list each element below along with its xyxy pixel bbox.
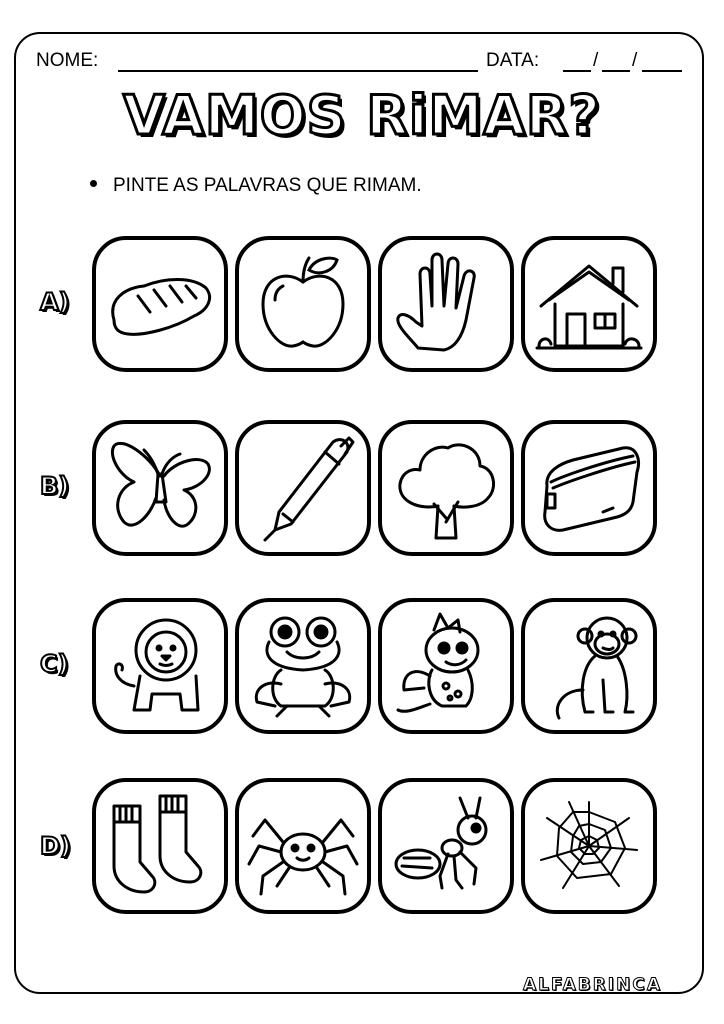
bread-icon <box>104 248 216 360</box>
row-label-b: B) <box>40 472 70 500</box>
instruction <box>90 175 422 197</box>
picture-tile[interactable] <box>521 420 657 556</box>
tree-icon <box>390 432 502 544</box>
picture-tile[interactable] <box>521 778 657 914</box>
picture-tile[interactable] <box>235 598 371 734</box>
picture-tile[interactable] <box>92 778 228 914</box>
picture-tile[interactable] <box>235 420 371 556</box>
row-label-a: A) <box>40 288 70 316</box>
date-label: DATA: <box>486 50 540 71</box>
socks-icon <box>104 790 216 902</box>
bullet-icon <box>90 180 97 187</box>
brand-logo: ALFABRINCA <box>522 975 662 995</box>
picture-tile[interactable] <box>521 598 657 734</box>
picture-tile[interactable] <box>235 236 371 372</box>
dragon-icon <box>390 610 502 722</box>
frog-icon <box>247 610 359 722</box>
hand-icon <box>390 248 502 360</box>
date-month-line[interactable] <box>602 70 630 72</box>
pencil-case-icon <box>533 432 645 544</box>
row-label-d: D) <box>40 832 71 860</box>
picture-tile[interactable] <box>92 420 228 556</box>
picture-tile[interactable] <box>378 778 514 914</box>
spiderweb-icon <box>533 790 645 902</box>
picture-tile[interactable] <box>378 420 514 556</box>
name-field-line[interactable] <box>118 70 478 72</box>
picture-tile[interactable] <box>378 598 514 734</box>
name-label: NOME: <box>36 50 99 71</box>
picture-tile[interactable] <box>92 236 228 372</box>
date-day-line[interactable] <box>563 70 591 72</box>
butterfly-icon <box>104 432 216 544</box>
pen-icon <box>247 432 359 544</box>
date-separator: / <box>593 50 599 71</box>
picture-tile[interactable] <box>92 598 228 734</box>
house-icon <box>533 248 645 360</box>
lion-icon <box>104 610 216 722</box>
date-year-line[interactable] <box>642 70 682 72</box>
apple-icon <box>247 248 359 360</box>
picture-tile[interactable] <box>378 236 514 372</box>
header <box>36 50 686 80</box>
date-separator: / <box>632 50 638 71</box>
ant-icon <box>390 790 502 902</box>
monkey-icon <box>533 610 645 722</box>
spider-icon <box>247 790 359 902</box>
picture-tile[interactable] <box>521 236 657 372</box>
picture-tile[interactable] <box>235 778 371 914</box>
row-label-c: C) <box>40 650 69 678</box>
instruction-text: PINTE AS PALAVRAS QUE RIMAM. <box>113 175 422 196</box>
page-title: VAMOS RiMAR? <box>123 84 601 147</box>
